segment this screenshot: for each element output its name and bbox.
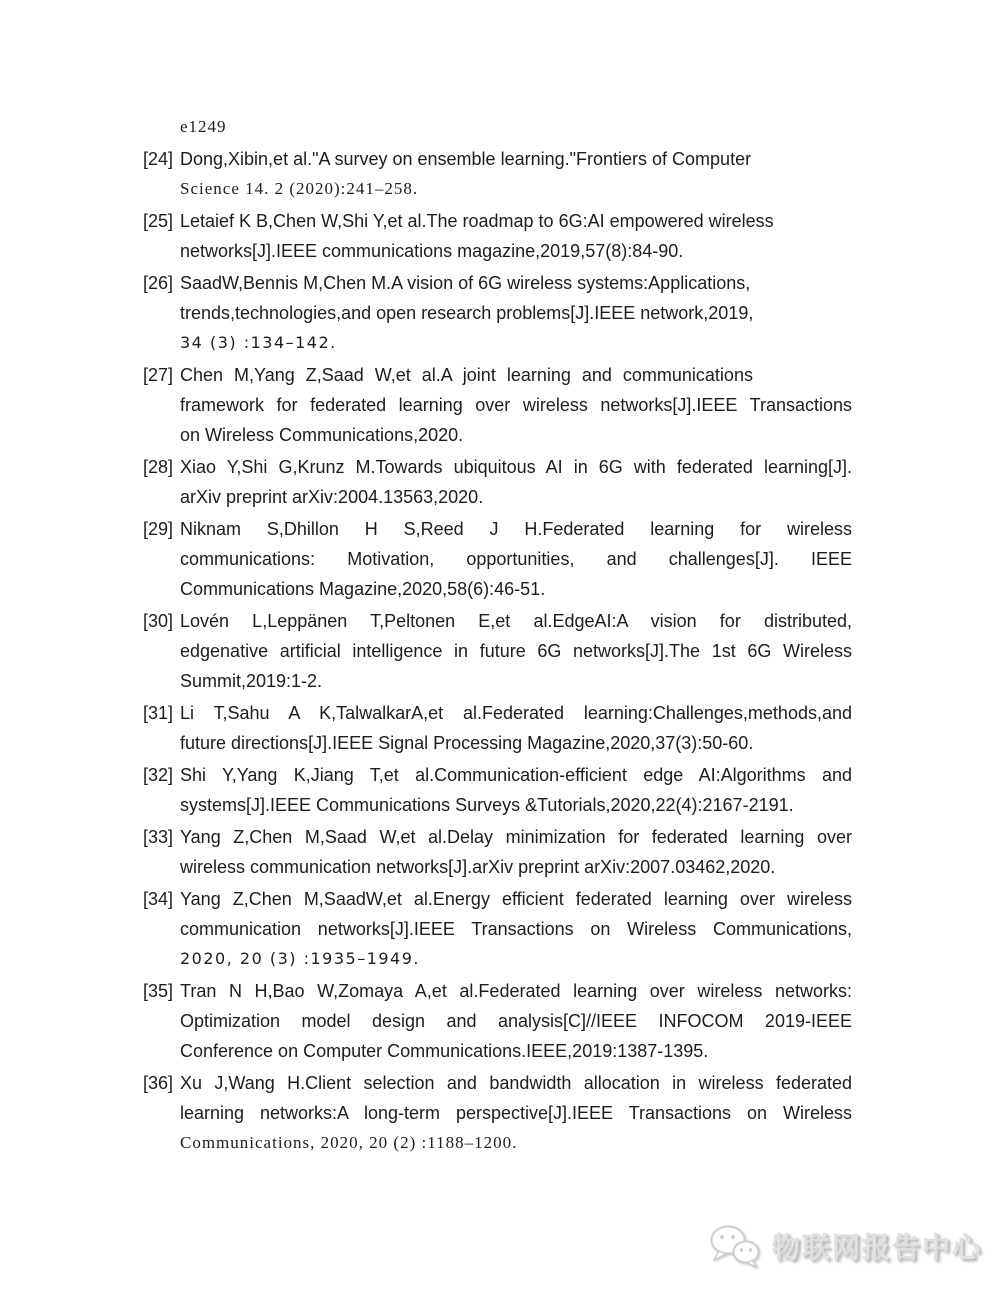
reference-line: [29] Niknam S,Dhillon H S,Reed J H.Federated learning for wireless (143, 514, 852, 544)
watermark-text: 物联网报告中心 (771, 1232, 982, 1263)
reference-entry (143, 360, 852, 450)
reference-line: e1249 (180, 117, 227, 136)
reference-line: framework for federated learning over wireless networks[J].IEEE Transactions (180, 395, 852, 415)
reference-entry (143, 452, 852, 512)
reference-line: [28] Xiao Y,Shi G,Krunz M.Towards ubiquitous AI in 6G with federated learning[J]. (143, 452, 852, 482)
reference-line: [35] Tran N H,Bao W,Zomaya A,et al.Federated learning over wireless networks: (143, 976, 852, 1006)
reference-line: [34] Yang Z,Chen M,SaadW,et al.Energy efficient federated learning over wireless (143, 884, 852, 914)
reference-line: wireless communication networks[J].arXiv preprint arXiv:2007.03462,2020. (180, 857, 776, 877)
reference-number: [28] (143, 457, 174, 477)
reference-line: Conference on Computer Communications.IEEE,2019:1387-1395. (180, 1041, 709, 1061)
reference-entry (143, 884, 852, 974)
reference-entry (143, 144, 852, 204)
reference-line: 2020, 20 (3) :1935–1949. (180, 949, 420, 968)
reference-line: on Wireless Communications,2020. (180, 425, 464, 445)
reference-line: [36] Xu J,Wang H.Client selection and bandwidth allocation in wireless federated (143, 1068, 852, 1098)
reference-line: systems[J].IEEE Communications Surveys &Tutorials,2020,22(4):2167-2191. (180, 795, 794, 815)
reference-line: learning networks:A long-term perspective[J].IEEE Transactions on Wireless (180, 1103, 852, 1123)
reference-line: [30] Lovén L,Leppänen T,Peltonen E,et al.EdgeAI:A vision for distributed, (143, 606, 852, 636)
reference-line: edgenative artificial intelligence in future 6G networks[J].The 1st 6G Wireless (180, 641, 852, 661)
reference-line: Optimization model design and analysis[C]//IEEE INFOCOM 2019-IEEE (180, 1011, 852, 1031)
reference-entry (143, 976, 852, 1066)
reference-line: [26] SaadW,Bennis M,Chen M.A vision of 6G wireless systems:Applications, (143, 268, 852, 298)
reference-entry (143, 1068, 852, 1158)
wechat-bubbles-icon (707, 1224, 763, 1268)
reference-line: future directions[J].IEEE Signal Processing Magazine,2020,37(3):50-60. (180, 733, 754, 753)
reference-number: [26] (143, 273, 174, 293)
reference-number: [31] (143, 703, 174, 723)
reference-number: [27] (143, 365, 174, 385)
reference-number: [35] (143, 981, 174, 1001)
reference-number: [32] (143, 765, 174, 785)
reference-line: Communications Magazine,2020,58(6):46-51. (180, 579, 546, 599)
watermark (707, 1224, 982, 1268)
reference-number: [30] (143, 611, 174, 631)
reference-line: [31] Li T,Sahu A K,TalwalkarA,et al.Federated learning:Challenges,methods,and (143, 698, 852, 728)
reference-entry (143, 822, 852, 882)
references-list (143, 112, 852, 1158)
reference-line: arXiv preprint arXiv:2004.13563,2020. (180, 487, 484, 507)
reference-line: communication networks[J].IEEE Transactions on Wireless Communications, (180, 919, 852, 939)
reference-line: [24] Dong,Xibin,et al."A survey on ensemble learning."Frontiers of Computer (143, 144, 852, 174)
reference-line: communications: Motivation, opportunities, and challenges[J]. IEEE (180, 549, 852, 569)
reference-line: Summit,2019:1-2. (180, 671, 323, 691)
reference-continuation (143, 112, 852, 142)
reference-number: [34] (143, 889, 174, 909)
reference-line: [32] Shi Y,Yang K,Jiang T,et al.Communication-efficient edge AI:Algorithms and (143, 760, 852, 790)
reference-entry (143, 514, 852, 604)
reference-line: trends,technologies,and open research problems[J].IEEE network,2019, (180, 303, 754, 323)
reference-line: 34 (3) :134–142. (180, 333, 337, 352)
reference-line: Science 14. 2 (2020):241–258. (180, 179, 419, 198)
reference-number: [36] (143, 1073, 174, 1093)
reference-number: [33] (143, 827, 174, 847)
reference-line: Communications, 2020, 20 (2) :1188–1200. (180, 1133, 518, 1152)
reference-line: [27] Chen M,Yang Z,Saad W,et al.A joint learning and communications (143, 360, 852, 390)
reference-entry (143, 206, 852, 266)
reference-line: [25] Letaief K B,Chen W,Shi Y,et al.The roadmap to 6G:AI empowered wireless (143, 206, 852, 236)
reference-number: [29] (143, 519, 174, 539)
reference-number: [25] (143, 211, 174, 231)
reference-entry (143, 698, 852, 758)
reference-line: [33] Yang Z,Chen M,Saad W,et al.Delay minimization for federated learning over (143, 822, 852, 852)
reference-line: networks[J].IEEE communications magazine,2019,57(8):84-90. (180, 241, 684, 261)
reference-entry (143, 606, 852, 696)
reference-entry (143, 760, 852, 820)
reference-number: [24] (143, 149, 174, 169)
reference-entry (143, 268, 852, 358)
